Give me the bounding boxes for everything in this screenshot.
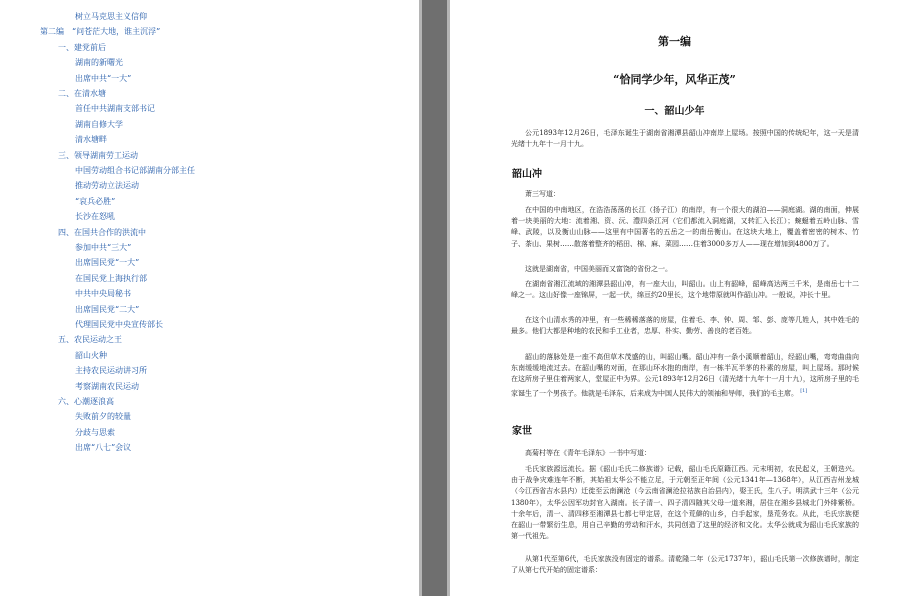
toc-section-link[interactable]: 失败前夕的较量 (75, 412, 131, 422)
toc-chapter-link[interactable]: 一、建党前后 (58, 42, 106, 52)
paragraph: 从第1代至第6代，毛氏家族没有固定的谱系。清乾隆二年（公元1737年），韶山毛氏第一次修族谱时，制定了从第七代开始的固定谱系： (511, 555, 859, 575)
paragraph: 这就是湖南省，中国美丽而又富饶的省份之一。 (525, 265, 672, 273)
toc-section-link[interactable]: 湖南自修大学 (75, 119, 123, 129)
footnote-link[interactable]: [1] (800, 387, 808, 394)
toc-section-link[interactable]: 推动劳动立法运动 (75, 181, 139, 191)
toc-chapter-link[interactable]: 二、在清水塘 (58, 89, 106, 98)
toc-section-link[interactable]: 代理国民党中央宣传部长 (75, 320, 163, 329)
toc-chapter-link[interactable]: 五、农民运动之王 (58, 335, 122, 345)
section-title-family: 家世 (512, 426, 532, 437)
toc-section-link[interactable]: 树立马克思主义信仰 (75, 12, 147, 21)
toc-chapter-link[interactable]: 四、在国共合作的洪流中 (58, 227, 146, 237)
toc-section-link[interactable]: 考察湖南农民运动 (75, 381, 139, 391)
page-divider (419, 0, 450, 596)
paragraph-text: 韶山的落脉处是一座不高但草木茂盛的山，叫韶山嘴。韶山冲有一条小溪顺着韶山，经韶山嘴，弯弯曲曲向东南缓缓地流过去。在韶山嘴的对面，在那山环水抱的南岸，有一栋半瓦半茅的朴素的房屋，叫上屋场。那时候在这所房子里住着两家人，堂屋正中为界。公元1893年12月26日（清光绪十九年十一月十九），这所房子里的毛家诞生了一个男孩子。他就是毛泽东，后来成为中国人民伟大的领袖和导师，我们的毛主席。 (511, 353, 859, 397)
left-page-edge (419, 0, 422, 596)
toc-section-link[interactable]: 清水塘畔 (75, 135, 107, 145)
toc-section-link[interactable]: 长沙在怒吼 (75, 212, 115, 222)
part-title: 第一编 (658, 35, 691, 48)
toc-section-link[interactable]: 参加中共“三大” (75, 243, 132, 252)
table-of-contents-page (0, 0, 419, 596)
paragraph: 在中国的中南地区，在浩浩荡荡的长江（扬子江）的南岸，有一个很大的湖泊——洞庭湖。湖的南面，伸展着一块美丽的大地：流着湘、资、沅、澧四条江河（它们都流入洞庭湖，又转汇入长江）；蜿蜒着五岭山脉、雪峰、武陵，以及衡山山脉——这里有中国著名的五岳之一的南岳衡山。在这块大地上，覆盖着密密的树木、竹子、茶山、果树……散落着整齐的稻田、棉、麻、菜园……住着3000多万人——现在增加到4800万了。 (511, 206, 859, 248)
toc-section-link[interactable]: 主持农民运动讲习所 (75, 366, 147, 376)
toc-chapter-link[interactable]: 三、领导湖南劳工运动 (58, 150, 138, 160)
toc-section-link[interactable]: 在国民党上海执行部 (75, 273, 147, 283)
toc-section-link[interactable]: 分歧与思索 (75, 427, 115, 437)
intro-paragraph: 公元1893年12月26日，毛泽东诞生于湖南省湘潭县韶山冲南岸上屋场。按照中国的传统纪年，这一天是清光绪十九年十一月十九。 (511, 129, 859, 149)
toc-section-link[interactable]: 湖南的新曙光 (75, 58, 123, 68)
toc-section-link[interactable]: “哀兵必胜” (75, 196, 116, 206)
toc-section-link[interactable]: 韶山火种 (75, 350, 107, 360)
toc-section-link[interactable]: 首任中共湖南支部书记 (75, 104, 155, 114)
paragraph: 毛氏家族源远流长。据《韶山毛氏二修族谱》记载，韶山毛氏原籍江西。元末明初，农民起义，王朝迭兴。由于战争灾难连年不断，其始祖太华公不能立足，于元朝至正年间（公元1341年—1368年），从江西吉州龙城（今江西省吉水县内）迁徙至云南澜沧（今云南省澜沧拉祜族自治县内），娶王氏，生八子。明洪武十三年（公元1380年），太华公因军功封官入湖南。长子清一、四子清四随其父母一道来湘，居住在湘乡县城北门外绯紫桥。十余年后，清一、清四移至湘潭县七都七甲定居，在这个荒僻的山乡，白手起家，垦荒务农。从此，毛氏宗族便在韶山一带繁衍生息，用自己辛勤的劳动和汗水，共同创造了这里的经济和文化。太华公就成为韶山毛氏家族的第一代祖先。 (511, 465, 859, 541)
toc-section-link[interactable]: 中共中央局秘书 (75, 289, 131, 299)
paragraph: 在湖南省湘江流域的湘潭县韶山冲，有一座大山，叫韶山。山上有韶峰，韶峰高达两三千米，是南岳七十二峰之一。这山好像一座锦屏，一起一伏，绵亘约20里长，这个地带原就叫作韶山冲。一般说，冲长十里。 (511, 280, 859, 300)
part-subtitle: “恰同学少年，风华正茂” (613, 73, 736, 86)
paragraph: 在这个山清水秀的冲里，有一些稀稀落落的房屋，住着毛、李、钟、周、邹、彭、庞等几姓人，其中姓毛的最多。他们大都是种地的农民和手工业者，忠厚、朴实、勤劳、善良的老百姓。 (511, 316, 859, 336)
body-page (450, 0, 899, 596)
paragraph (511, 352, 859, 399)
toc-section-link[interactable]: 出席国民党“一大” (75, 258, 140, 268)
section-title-shaoshanchong: 韶山冲 (512, 169, 542, 180)
paragraph: 高菊村等在《青年毛泽东》一书中写道： (525, 449, 651, 457)
toc-section-link[interactable]: 中国劳动组合书记部湖南分部主任 (75, 166, 195, 175)
paragraph: 萧三写道： (525, 190, 560, 198)
toc-part-link[interactable]: 第二编 “问苍茫大地，谁主沉浮” (40, 27, 161, 37)
toc-section-link[interactable]: 出席“八七”会议 (75, 443, 132, 453)
chapter-title: 一、韶山少年 (644, 106, 705, 117)
toc-chapter-link[interactable]: 六、心潮逐浪高 (58, 397, 114, 406)
toc-section-link[interactable]: 出席中共“一大” (75, 73, 132, 83)
toc-section-link[interactable]: 出席国民党“二大” (75, 304, 140, 314)
